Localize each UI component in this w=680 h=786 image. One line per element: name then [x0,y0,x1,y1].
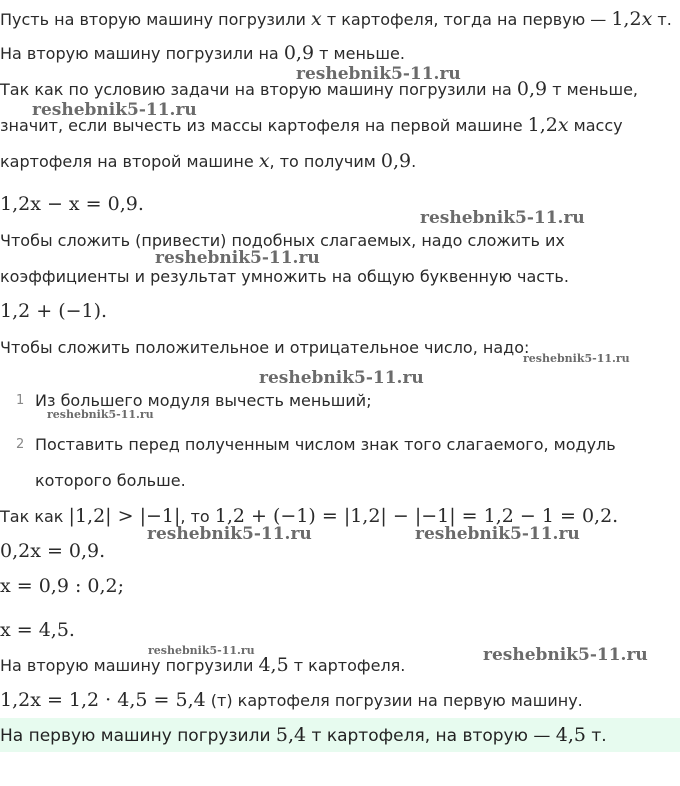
math-number: 4,5 [555,724,586,746]
text: , то [180,507,215,526]
watermark: reshebnik5-11.ru [147,524,312,544]
solution-line-8: Чтобы сложить положительное и отрицательное число, надо: [0,338,530,357]
watermark: reshebnik5-11.ru [155,248,320,268]
solution-line-10 [0,655,405,676]
watermark: reshebnik5-11.ru [523,352,630,365]
solution-line-6: Чтобы сложить (привести) подобных слагаемых, надо сложить их [0,231,565,250]
watermark: reshebnik5-11.ru [415,524,580,544]
text: На вторую машину погрузили [0,656,259,675]
text: т картофеля. [288,656,406,675]
math-number: 1,2 [611,8,642,30]
list-number: 1 [16,393,25,408]
watermark: reshebnik5-11.ru [483,645,648,665]
text: На первую машину погрузили [0,726,276,746]
solution-line-1 [0,9,672,30]
text: , то получим [269,152,381,171]
solution-line-5 [0,151,416,172]
math-var: x [311,8,322,30]
text: картофеля на второй машине [0,152,259,171]
text: Так как по условию задачи на вторую машину погрузили на [0,80,517,99]
list-number: 2 [16,437,25,452]
math-number: 1,2 [527,114,558,136]
text: т картофеля, тогда на первую — [321,10,612,29]
answer-box [0,718,680,752]
text: значит, если вычесть из массы картофеля на первой машине [0,116,528,135]
math-var: x [557,114,569,136]
text: массу [568,116,623,135]
watermark: reshebnik5-11.ru [47,408,154,421]
text: т картофеля, на вторую — [306,726,556,746]
watermark: reshebnik5-11.ru [148,644,255,657]
math-number: 0,9 [283,42,315,64]
list-item-continuation: которого больше. [35,471,186,490]
answer-text [0,725,607,746]
watermark: reshebnik5-11.ru [420,208,585,228]
equation-1: 1,2x − x = 0,9. [0,193,144,215]
watermark: reshebnik5-11.ru [296,64,461,84]
math-number: 4,5 [258,654,289,676]
equation-5: x = 4,5. [0,619,75,641]
math-expression: 1,2x = 1,2 · 4,5 = 5,4 [0,689,206,711]
equation-4: x = 0,9 : 0,2; [0,575,125,597]
equation-3: 0,2x = 0,9. [0,540,106,562]
math-var: x [641,8,653,30]
math-number: 0,9 [516,78,548,100]
math-expression: 1,2 + (−1) = |1,2| − |−1| = 1,2 − 1 = 0,2. [214,505,619,527]
text: т меньше. [314,44,405,63]
text: (т) картофеля погрузии на первую машину. [205,691,583,710]
math-expression: |1,2| > |−1| [68,505,181,527]
list-item: Из большего модуля вычесть меньший; [35,391,372,410]
solution-line-11 [0,690,583,711]
watermark: reshebnik5-11.ru [259,368,424,388]
math-number: 0,9 [380,150,412,172]
math-var: x [258,150,270,172]
text: . [411,152,417,171]
text: Пусть на вторую машину погрузили [0,10,312,29]
equation-2: 1,2 + (−1). [0,300,108,322]
text: т. [585,726,607,746]
list-item: Поставить перед полученным числом знак того слагаемого, модуль [35,435,616,454]
text: На вторую машину погрузили на [0,44,284,63]
text: т. [652,10,672,29]
solution-line-2 [0,43,405,64]
watermark: reshebnik5-11.ru [32,100,197,120]
text: т меньше, [547,80,639,99]
math-number: 5,4 [275,724,307,746]
text: Так как [0,507,69,526]
solution-line-7: коэффициенты и результат умножить на общую буквенную часть. [0,267,569,286]
